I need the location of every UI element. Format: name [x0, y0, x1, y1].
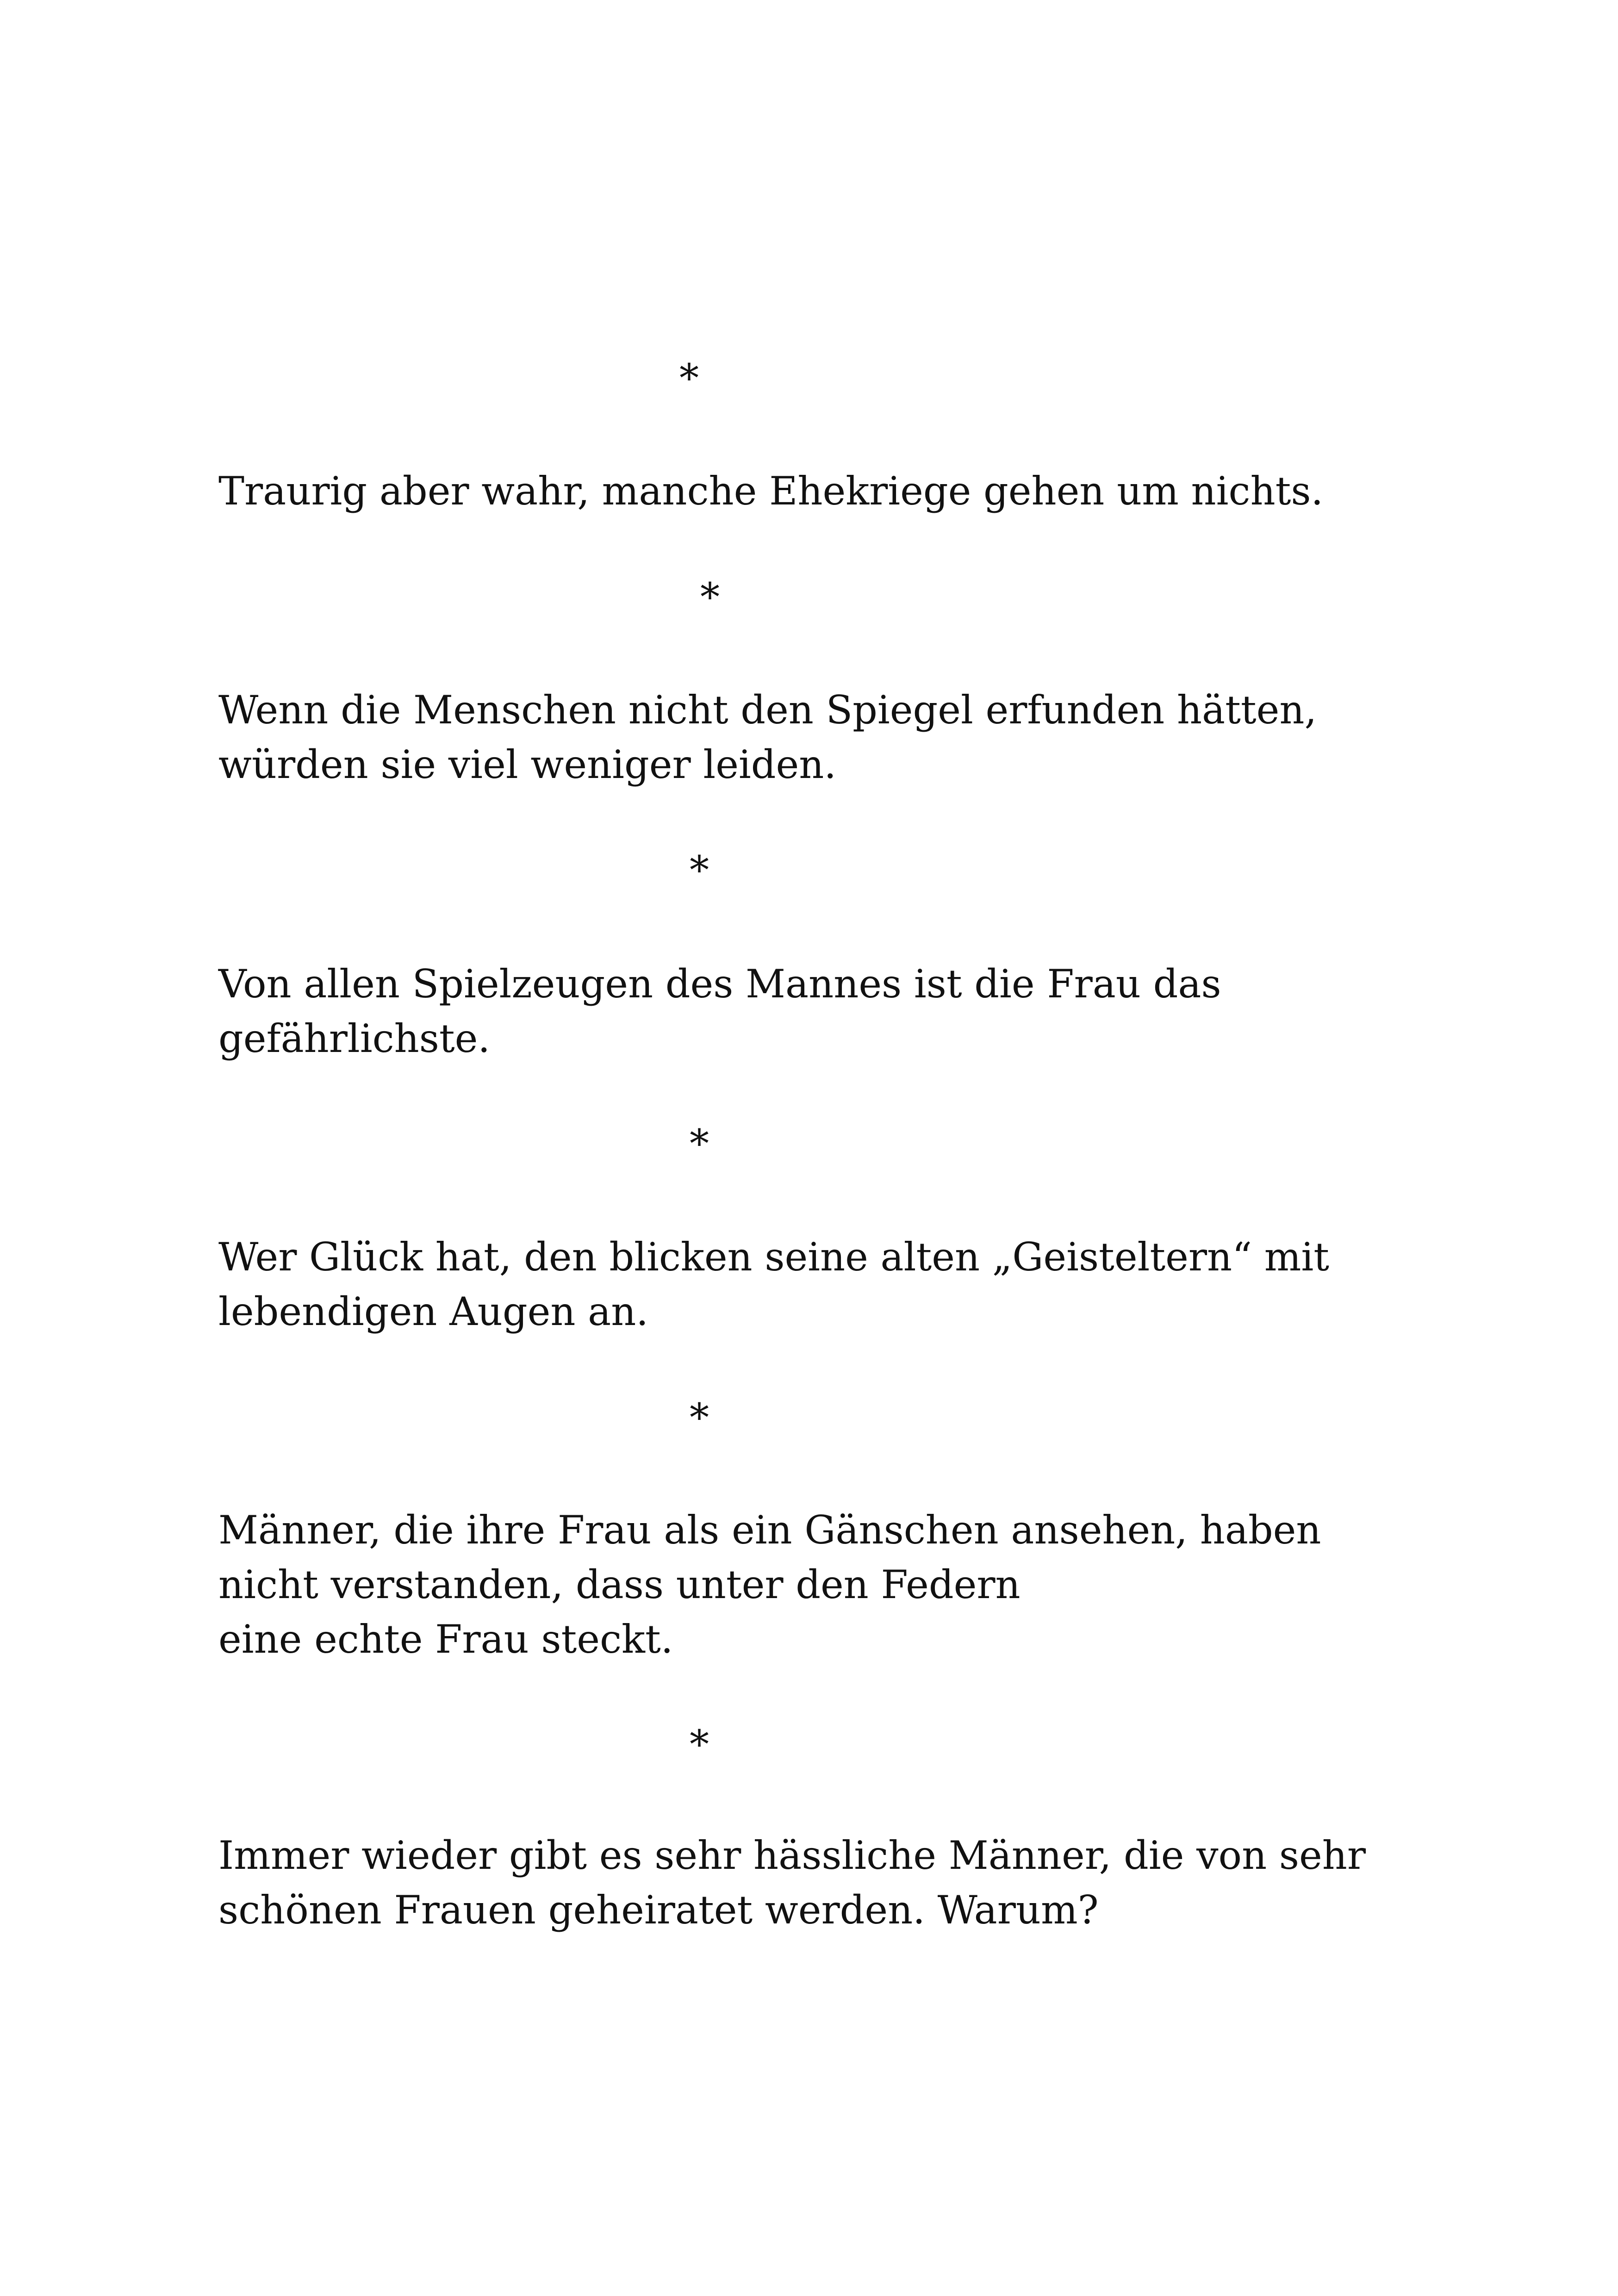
aphorism-line: würden sie viel weniger leiden. [218, 742, 837, 787]
aphorism-line: eine echte Frau steckt. [218, 1617, 673, 1662]
aphorism-line: Wenn die Menschen nicht den Spiegel erfunden hätten, [218, 687, 1317, 733]
section-separator: * [700, 574, 720, 620]
aphorism-line: Wer Glück hat, den blicken seine alten „Geisteltern“ mit [218, 1234, 1330, 1280]
section-separator: * [690, 847, 709, 893]
aphorism-line: Immer wieder gibt es sehr hässliche Männer, die von sehr [218, 1833, 1366, 1878]
aphorism-line: nicht verstanden, dass unter den Federn [218, 1562, 1021, 1607]
section-separator: * [690, 1722, 709, 1767]
section-separator: * [679, 355, 699, 401]
aphorism [218, 957, 1468, 1066]
aphorism [218, 683, 1468, 792]
aphorism-line: Von allen Spielzeugen des Mannes ist die Frau das [218, 961, 1221, 1007]
section-separator: * [690, 1395, 709, 1440]
aphorism-line: gefährlichste. [218, 1016, 491, 1061]
aphorism-line: schönen Frauen geheiratet werden. Warum? [218, 1887, 1099, 1933]
aphorism-line: Traurig aber wahr, manche Ehekriege gehen um nichts. [218, 468, 1324, 514]
aphorism-line: Männer, die ihre Frau als ein Gänschen ansehen, haben [218, 1507, 1321, 1553]
aphorism [218, 1230, 1468, 1339]
aphorism-line: lebendigen Augen an. [218, 1289, 649, 1334]
aphorism [218, 464, 1468, 518]
section-separator: * [690, 1121, 709, 1166]
aphorism [218, 1503, 1468, 1667]
aphorism [218, 1828, 1468, 1937]
